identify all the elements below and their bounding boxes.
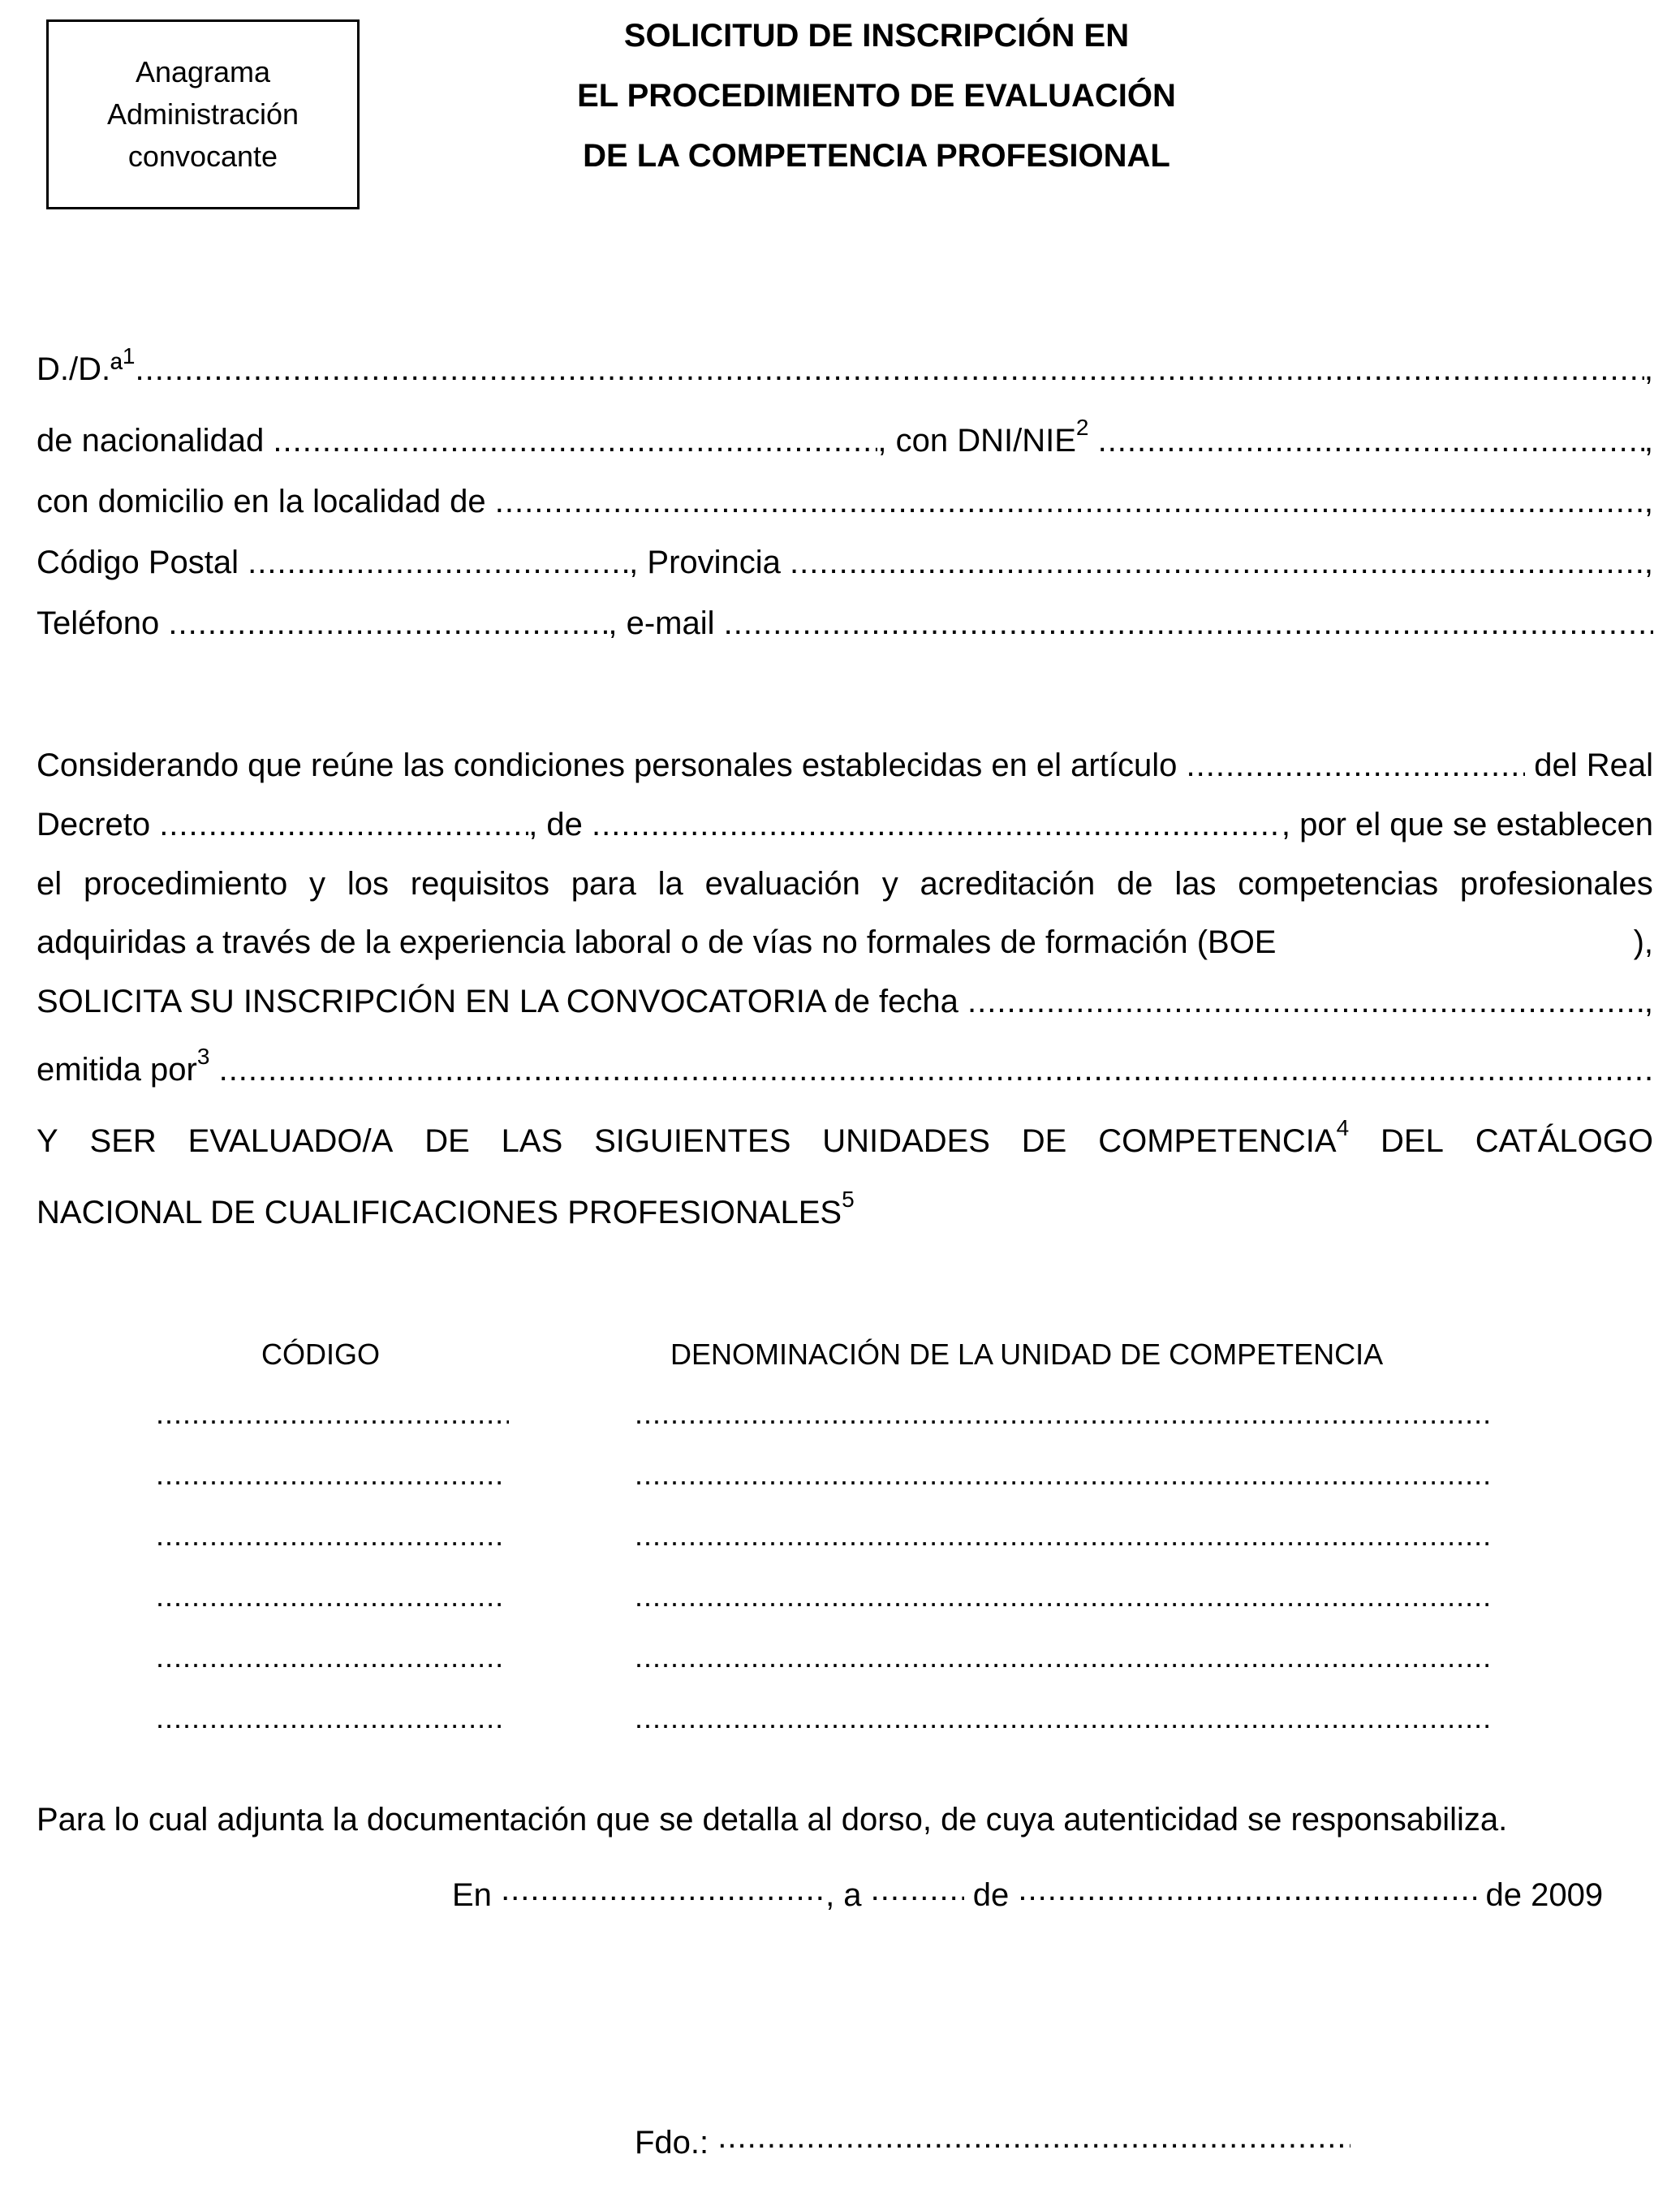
convocatoria-date-field[interactable] bbox=[967, 985, 1644, 1018]
title-line-1: SOLICITUD DE INSCRIPCIÓN EN bbox=[623, 18, 1130, 54]
telefono-row bbox=[37, 607, 1653, 640]
telefono-field[interactable] bbox=[168, 607, 608, 640]
cp-row bbox=[37, 546, 1653, 579]
comma: , bbox=[1643, 484, 1653, 519]
de-label: , de bbox=[528, 807, 583, 842]
a-label: , a bbox=[825, 1877, 862, 1913]
word: y bbox=[881, 866, 898, 902]
word: LAS bbox=[501, 1123, 563, 1159]
signature-field[interactable] bbox=[717, 2121, 1350, 2153]
email-field[interactable] bbox=[724, 607, 1653, 640]
word: las bbox=[1174, 866, 1217, 902]
word: UNIDADES bbox=[822, 1123, 990, 1159]
real-label: del Real bbox=[1534, 748, 1653, 783]
domicilio-label: con domicilio en la localidad de bbox=[37, 484, 486, 519]
word: evaluación bbox=[704, 866, 860, 902]
footnote-3: 3 bbox=[196, 1044, 210, 1069]
comma: , bbox=[1643, 984, 1653, 1019]
fdo-label: Fdo.: bbox=[635, 2125, 709, 2161]
word-with-footnote bbox=[1098, 1115, 1350, 1159]
day-field[interactable] bbox=[871, 1873, 964, 1906]
month-field[interactable] bbox=[1018, 1873, 1476, 1906]
adjunta-line bbox=[37, 1803, 1653, 1836]
word: de bbox=[1117, 866, 1153, 902]
nacionalidad-row bbox=[37, 415, 1653, 459]
name-row bbox=[37, 343, 1653, 387]
place-date-line bbox=[452, 1873, 1603, 1911]
body-line-8 bbox=[37, 1187, 1653, 1230]
word: DEL bbox=[1381, 1123, 1444, 1159]
body-line-4 bbox=[37, 926, 1653, 959]
anagrama-line-2: Administración bbox=[106, 97, 299, 131]
denominacion-field[interactable] bbox=[635, 1579, 1492, 1614]
anagrama-line-3: convocante bbox=[127, 140, 278, 173]
footnote-2: 2 bbox=[1075, 415, 1089, 440]
establecen-label: , por el que se establecen bbox=[1281, 807, 1653, 842]
articulo-field[interactable] bbox=[1186, 749, 1525, 782]
word: el bbox=[37, 866, 62, 902]
place-field[interactable] bbox=[501, 1873, 825, 1906]
solicita-label: SOLICITA SU INSCRIPCIÓN EN LA CONVOCATORIA de fecha bbox=[37, 984, 958, 1019]
title-line-2: EL PROCEDIMIENTO DE EVALUACIÓN bbox=[577, 78, 1176, 114]
domicilio-field[interactable] bbox=[495, 485, 1644, 518]
provincia-label: , Provincia bbox=[629, 545, 781, 580]
word: CATÁLOGO bbox=[1475, 1123, 1653, 1159]
code-field[interactable] bbox=[156, 1701, 501, 1735]
signature-line bbox=[635, 2121, 1350, 2159]
body-line-7 bbox=[37, 1115, 1653, 1159]
denominacion-field[interactable] bbox=[635, 1640, 1492, 1674]
code-field[interactable] bbox=[156, 1640, 501, 1674]
cp-label: Código Postal bbox=[37, 545, 239, 580]
boe-close: ), bbox=[1633, 924, 1653, 960]
cp-field[interactable] bbox=[248, 546, 629, 579]
name-field[interactable] bbox=[136, 353, 1644, 386]
nacionalidad-field[interactable] bbox=[273, 424, 877, 457]
word: acreditación bbox=[920, 866, 1096, 902]
en-label: En bbox=[452, 1877, 492, 1913]
nacionalidad-label: de nacionalidad bbox=[37, 423, 265, 459]
telefono-label: Teléfono bbox=[37, 605, 160, 641]
word: profesionales bbox=[1459, 866, 1653, 902]
dni-field[interactable] bbox=[1098, 424, 1644, 457]
word: EVALUADO/A bbox=[187, 1123, 394, 1159]
dni-label: , con DNI/NIE bbox=[877, 423, 1076, 459]
anagrama-box bbox=[46, 19, 360, 209]
emitida-field[interactable] bbox=[219, 1053, 1653, 1086]
body-line-5 bbox=[37, 985, 1653, 1018]
comma: , bbox=[1643, 545, 1653, 580]
comma: , bbox=[1643, 423, 1653, 459]
col-header-codigo: CÓDIGO bbox=[261, 1338, 381, 1371]
word: SER bbox=[89, 1123, 157, 1159]
body-line-3 bbox=[37, 868, 1653, 900]
word: COMPETENCIA bbox=[1098, 1123, 1337, 1159]
decreto-field[interactable] bbox=[159, 808, 528, 841]
code-field[interactable] bbox=[156, 1397, 509, 1431]
year-label: de 2009 bbox=[1485, 1877, 1604, 1913]
denominacion-field[interactable] bbox=[635, 1519, 1492, 1553]
footnote-1: 1 bbox=[122, 343, 136, 368]
decreto-label: Decreto bbox=[37, 807, 151, 842]
name-label: D./D.ª bbox=[37, 351, 123, 387]
denominacion-field[interactable] bbox=[635, 1701, 1492, 1735]
word: requisitos bbox=[410, 866, 549, 902]
body-line-6 bbox=[37, 1044, 1653, 1088]
footnote-4: 4 bbox=[1336, 1115, 1350, 1140]
word: procedimiento bbox=[83, 866, 288, 902]
adjunta-text: Para lo cual adjunta la documentación que se detalla al dorso, de cuya autenticidad se responsabiliza. bbox=[37, 1802, 1508, 1838]
boe-label: adquiridas a través de la experiencia laboral o de vías no formales de formación (BOE bbox=[37, 924, 1277, 960]
word: la bbox=[657, 866, 683, 902]
word: DE bbox=[424, 1123, 470, 1159]
col-header-denominacion: DENOMINACIÓN DE LA UNIDAD DE COMPETENCIA bbox=[670, 1338, 1384, 1371]
provincia-field[interactable] bbox=[790, 546, 1644, 579]
catalogo-label: NACIONAL DE CUALIFICACIONES PROFESIONALES bbox=[37, 1195, 842, 1230]
body-line-1 bbox=[37, 749, 1653, 782]
word: y bbox=[309, 866, 326, 902]
decreto-date-field[interactable] bbox=[592, 808, 1282, 841]
anagrama-line-1: Anagrama bbox=[135, 55, 271, 88]
footnote-5: 5 bbox=[842, 1187, 855, 1212]
email-label: , e-mail bbox=[608, 605, 715, 641]
articulo-label: Considerando que reúne las condiciones personales establecidas en el artículo bbox=[37, 748, 1178, 783]
title-line-3: DE LA COMPETENCIA PROFESIONAL bbox=[583, 138, 1170, 174]
domicilio-row bbox=[37, 485, 1653, 518]
word: para bbox=[571, 866, 636, 902]
de-label: de bbox=[972, 1877, 1010, 1913]
code-field[interactable] bbox=[156, 1519, 501, 1553]
word: DE bbox=[1021, 1123, 1067, 1159]
word: competencias bbox=[1238, 866, 1439, 902]
body-line-2 bbox=[37, 808, 1653, 841]
emitida-label: emitida por bbox=[37, 1052, 197, 1088]
code-field[interactable] bbox=[156, 1579, 501, 1614]
word: los bbox=[347, 866, 389, 902]
denominacion-field[interactable] bbox=[635, 1397, 1492, 1431]
comma: , bbox=[1643, 351, 1653, 387]
word: SIGUIENTES bbox=[594, 1123, 791, 1159]
denominacion-field[interactable] bbox=[635, 1458, 1492, 1492]
word: Y bbox=[37, 1123, 58, 1159]
code-field[interactable] bbox=[156, 1458, 501, 1492]
